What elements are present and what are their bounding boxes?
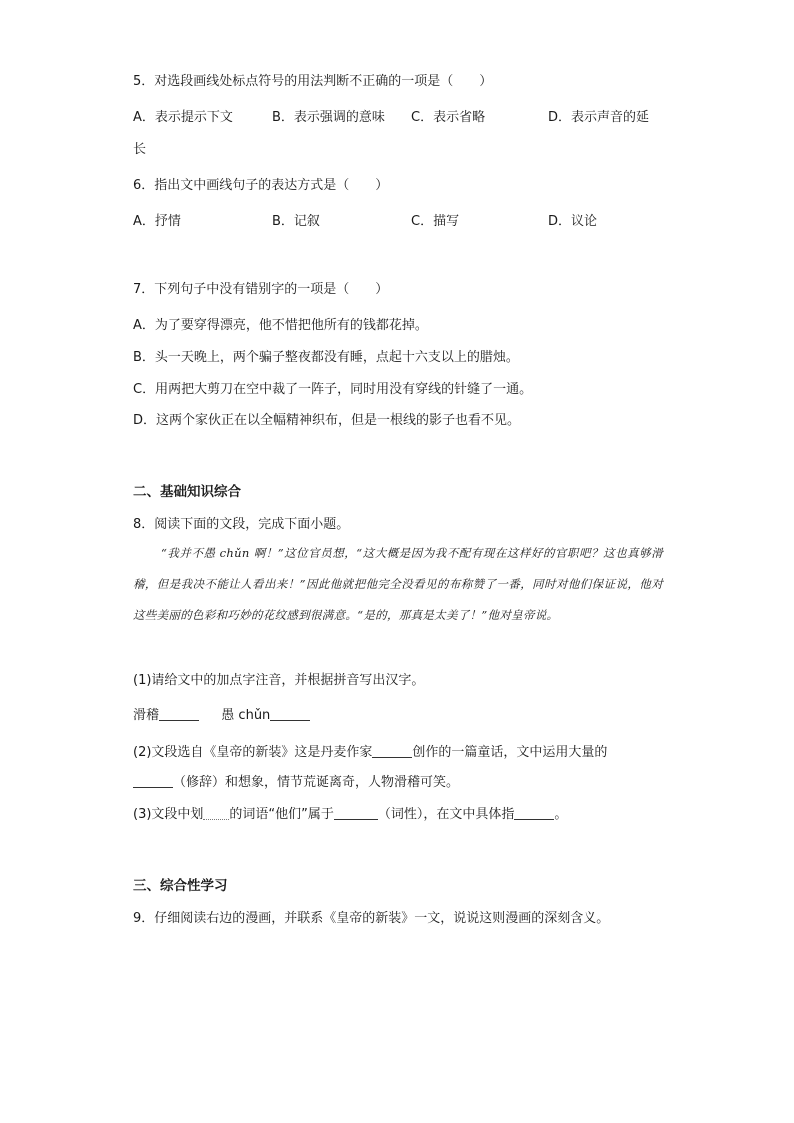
q5-option-a: A．表示提示下文	[133, 110, 233, 125]
section-heading-integrated-learning: 三、综合性学习	[133, 878, 228, 894]
q7-option-c: C．用两把大剪刀在空中裁了一阵子，同时用没有穿线的针缝了一通。	[133, 382, 533, 397]
q8-sub1-prompt: (1)请给文中的加点字注音，并根据拼音写出汉字。	[133, 673, 425, 688]
q8-sub3-text-2: 的词语“他们”属于	[229, 807, 334, 822]
q5-option-d-wrap: 长	[133, 142, 147, 157]
q6-stem: 6．指出文中画线句子的表达方式是（ ）	[133, 178, 389, 193]
q5-stem: 5．对选段画线处标点符号的用法判断不正确的一项是（ ）	[133, 74, 493, 89]
q8-sub3-line	[133, 805, 567, 825]
section-heading-basic-knowledge: 二、基础知识综合	[133, 484, 241, 500]
q5-option-c: C．表示省略	[411, 110, 486, 125]
q8-sub2-blank-author[interactable]	[372, 743, 412, 758]
q8-sub1-word-a: 滑稽	[133, 708, 160, 723]
q6-option-b: B．记叙	[272, 214, 320, 229]
q8-sub3-blank-pos[interactable]	[334, 805, 378, 820]
q7-option-d: D．这两个家伙正在以全幅精神织布，但是一根线的影子也看不见。	[133, 413, 521, 428]
q8-sub3-blank-referent[interactable]	[514, 805, 554, 820]
q5-option-b: B．表示强调的意味	[272, 110, 385, 125]
q8-sub2-text-3: （修辞）和想象，情节荒诞离奇，人物滑稽可笑。	[173, 775, 460, 790]
q6-option-d: D．议论	[548, 214, 598, 229]
q8-sub2-line1	[133, 743, 607, 763]
q5-option-d: D．表示声音的延	[548, 110, 650, 125]
q8-sub2-blank-rhetoric[interactable]	[133, 773, 173, 788]
q8-sub1-answers	[133, 706, 310, 726]
wavy-underline-mark	[203, 805, 229, 820]
q8-passage	[133, 538, 663, 631]
q7-option-a: A．为了要穿得漂亮，他不惜把他所有的钱都花掉。	[133, 318, 428, 333]
q6-option-a: A．抒情	[133, 214, 181, 229]
q8-sub1-blank-a[interactable]	[159, 706, 199, 721]
q8-sub2-text-2: 创作的一篇童话，文中运用大量的	[412, 745, 608, 760]
q8-sub3-text-3: （词性），在文中具体指	[377, 807, 515, 822]
q8-sub2-text-1: (2)文段选自《皇帝的新装》这是丹麦作家	[133, 745, 373, 760]
q9-stem: 9．仔细阅读右边的漫画，并联系《皇帝的新装》一文，说说这则漫画的深刻含义。	[133, 911, 610, 926]
q8-sub3-text-1: (3)文段中划	[133, 807, 204, 822]
q8-sub3-text-4: 。	[554, 807, 568, 822]
q6-option-c: C．描写	[411, 214, 460, 229]
q8-sub2-line2	[133, 773, 459, 793]
q7-option-b: B．头一天晚上，两个骗子整夜都没有睡，点起十六支以上的腊烛。	[133, 350, 519, 365]
q7-stem: 7．下列句子中没有错别字的一项是（ ）	[133, 282, 389, 297]
q8-sub1-blank-b[interactable]	[270, 706, 310, 721]
q8-stem: 8．阅读下面的文段，完成下面小题。	[133, 517, 350, 532]
q8-sub1-word-b: 愚 chǔn	[221, 708, 271, 723]
q8-passage-text: “我并不愚 chǔn 啊！”这位官员想，“这大概是因为我不配有现在这样好的官职吧？这也真够滑稽，但是我决不能让人看出来！”因此他就把他完全没看见的布称赞了一番，同时对他们保证说，他对这些美丽的色彩和巧妙的花纹感到很满意。“是的，那真是太美了！”他对皇帝说。	[133, 546, 663, 622]
